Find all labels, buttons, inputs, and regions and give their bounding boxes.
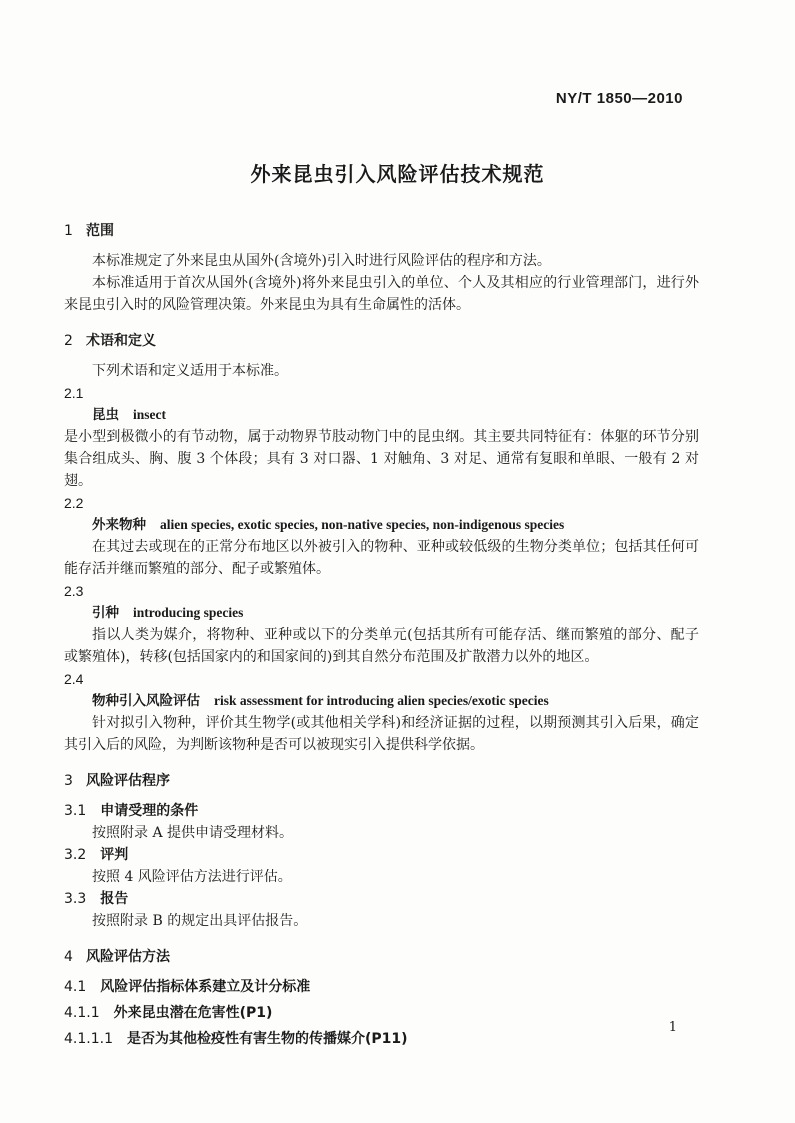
document-title: 外来昆虫引入风险评估技术规范 bbox=[250, 162, 545, 186]
definition-2-1: 是小型到极微小的有节动物，属于动物界节肢动物门中的昆虫纲。其主要共同特征有：体躯的环节分别集合组成头、胸、腹 3 个体段；具有 3 对口器、1 对触角、3 对足、通常有复眼和单眼、一般有 2 对翅。 bbox=[64, 429, 699, 489]
clause-3-1-text: 按照附录 A 提供申请受理材料。 bbox=[92, 825, 294, 841]
clause-2-4-number: 2.4 bbox=[64, 671, 84, 687]
clause-3-2-heading: 3.2 评判 bbox=[64, 847, 129, 863]
term-2-2: 外来物种 alien species, exotic species, non-native species, non-indigenous species bbox=[92, 517, 565, 533]
clause-4-1-heading: 4.1 风险评估指标体系建立及计分标准 bbox=[64, 979, 311, 995]
section-4-heading: 4 风险评估方法 bbox=[64, 949, 170, 965]
clause-3-3-text: 按照附录 B 的规定出具评估报告。 bbox=[92, 913, 308, 929]
clause-3-1-heading: 3.1 申请受理的条件 bbox=[64, 803, 199, 819]
clause-3-2-text: 按照 4 风险评估方法进行评估。 bbox=[92, 869, 292, 885]
term-2-3: 引种 introducing species bbox=[92, 605, 244, 621]
page-number: 1 bbox=[668, 1020, 677, 1035]
definition-2-2: 在其过去或现在的正常分布地区以外被引入的物种、亚种或较低级的生物分类单位；包括其任何可能存活并继而繁殖的部分、配子或繁殖体。 bbox=[64, 539, 699, 577]
section-1-heading: 1 范围 bbox=[64, 223, 114, 239]
section-2-intro: 下列术语和定义适用于本标准。 bbox=[92, 363, 288, 379]
term-2-4: 物种引入风险评估 risk assessment for introducing alien species/exotic species bbox=[92, 693, 549, 709]
definition-2-3: 指以人类为媒介，将物种、亚种或以下的分类单元(包括其所有可能存活、继而繁殖的部分、配子或繁殖体)，转移(包括国家内的和国家间的)到其自然分布范围及扩散潜力以外的地区。 bbox=[64, 627, 699, 665]
document-body bbox=[64, 220, 699, 1050]
clause-2-1-number: 2.1 bbox=[64, 385, 84, 401]
clause-4-1-1-heading: 4.1.1 外来昆虫潜在危害性(P1) bbox=[64, 1005, 273, 1021]
standard-code: NY/T 1850—2010 bbox=[555, 90, 683, 107]
section-1-paragraph-2: 本标准适用于首次从国外(含境外)将外来昆虫引入的单位、个人及其相应的行业管理部门，进行外来昆虫引入时的风险管理决策。外来昆虫为具有生命属性的活体。 bbox=[64, 275, 699, 313]
clause-4-1-1-1-heading: 4.1.1.1 是否为其他检疫性有害生物的传播媒介(P11) bbox=[64, 1031, 408, 1047]
clause-3-3-heading: 3.3 报告 bbox=[64, 891, 129, 907]
term-2-1: 昆虫 insect bbox=[92, 407, 166, 423]
clause-2-3-number: 2.3 bbox=[64, 583, 84, 599]
section-3-heading: 3 风险评估程序 bbox=[64, 773, 170, 789]
section-2-heading: 2 术语和定义 bbox=[64, 333, 156, 349]
section-1-paragraph-1: 本标准规定了外来昆虫从国外(含境外)引入时进行风险评估的程序和方法。 bbox=[92, 253, 551, 269]
clause-2-2-number: 2.2 bbox=[64, 495, 84, 511]
definition-2-4: 针对拟引入物种，评价其生物学(或其他相关学科)和经济证据的过程，以期预测其引入后果，确定其引入后的风险，为判断该物种是否可以被现实引入提供科学依据。 bbox=[64, 715, 699, 753]
